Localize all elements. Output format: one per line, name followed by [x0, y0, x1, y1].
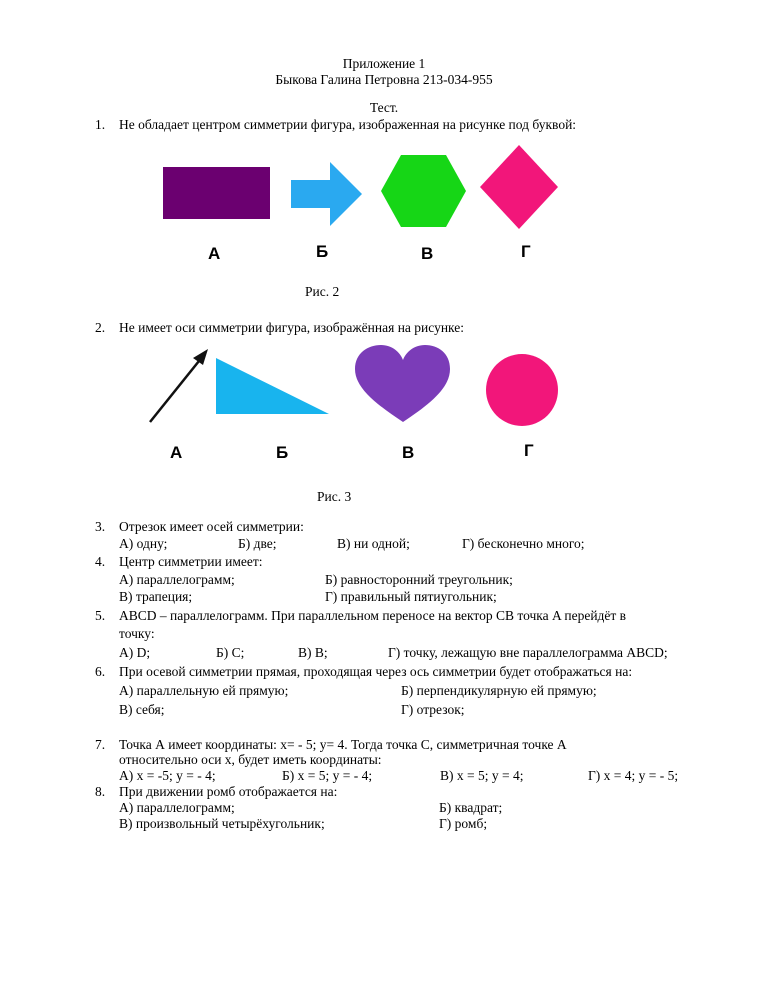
q3-number: 3. — [95, 519, 106, 534]
q2-label-g: Г — [524, 441, 534, 460]
q2-circle — [486, 354, 558, 426]
q3-answer-b: Б) две; — [238, 536, 277, 551]
q8-text: При движении ромб отображается на: — [119, 784, 338, 799]
q4-answer-a: А) параллелограмм; — [119, 572, 235, 587]
q2-heart — [355, 345, 450, 422]
q1-label-a: А — [208, 244, 221, 263]
q1-text: Не обладает центром симметрии фигура, изображенная на рисунке под буквой: — [119, 117, 577, 132]
appendix-label: Приложение 1 — [342, 56, 426, 71]
q8-answer-v: В) произвольный четырёхугольник; — [119, 816, 325, 831]
q1-hexagon — [381, 155, 466, 227]
q5-text-line1: ABCD – параллелограмм. При параллельном переносе на вектор CB точка A перейдёт в — [119, 608, 627, 623]
q3-answer-v: В) ни одной; — [337, 536, 410, 551]
test-title: Тест. — [369, 100, 399, 115]
q2-label-v: В — [402, 443, 415, 462]
q6-answer-v: В) себя; — [119, 702, 165, 717]
q5-answer-g: Г) точку, лежащую вне параллелограмма ABCD; — [388, 645, 668, 660]
q1-label-v: В — [421, 244, 434, 263]
q8-answer-a: А) параллелограмм; — [119, 800, 235, 815]
q7-answer-a: А) х = -5; у = - 4; — [119, 768, 216, 783]
q6-answer-g: Г) отрезок; — [401, 702, 465, 717]
q7-text-line1: Точка А имеет координаты: х= - 5; у= 4. Тогда точка С, симметричная точке А — [119, 737, 567, 752]
q4-text: Центр симметрии имеет: — [119, 554, 263, 569]
q5-answer-v: В) В; — [298, 645, 328, 660]
q4-answer-v: В) трапеция; — [119, 589, 193, 604]
q1-number: 1. — [95, 117, 106, 132]
q3-text: Отрезок имеет осей симметрии: — [119, 519, 304, 534]
q1-figures — [150, 140, 570, 240]
q7-text-line2: относительно оси х, будет иметь координаты: — [119, 752, 382, 767]
q2-caption: Рис. 3 — [317, 489, 352, 504]
q6-answer-b: Б) перпендикулярную ей прямую; — [401, 683, 597, 698]
q3-answer-a: А) одну; — [119, 536, 168, 551]
q5-answer-b: Б) С; — [216, 645, 245, 660]
q8-number: 8. — [95, 784, 106, 799]
q5-answer-a: А) D; — [119, 645, 151, 660]
author-line: Быкова Галина Петровна 213-034-955 — [275, 72, 493, 87]
q1-arrow — [291, 162, 362, 226]
q4-answer-b: Б) равносторонний треугольник; — [325, 572, 513, 587]
q2-triangle — [216, 358, 329, 414]
q6-answer-a: А) параллельную ей прямую; — [119, 683, 289, 698]
q2-vector-arrowhead — [193, 349, 208, 365]
q2-number: 2. — [95, 320, 106, 335]
q2-vector-line — [150, 356, 203, 422]
q7-answer-v: В) х = 5; у = 4; — [440, 768, 524, 783]
q8-answer-b: Б) квадрат; — [439, 800, 503, 815]
q1-label-b: Б — [316, 242, 329, 261]
q1-label-g: Г — [521, 242, 531, 261]
q5-number: 5. — [95, 608, 106, 623]
q3-answer-g: Г) бесконечно много; — [462, 536, 585, 551]
q6-number: 6. — [95, 664, 106, 679]
q7-answer-b: Б) х = 5; у = - 4; — [282, 768, 373, 783]
q2-label-a: А — [170, 443, 183, 462]
q1-rectangle — [163, 167, 270, 219]
q2-text: Не имеет оси симметрии фигура, изображённая на рисунке: — [119, 320, 465, 335]
q2-label-b: Б — [276, 443, 289, 462]
q7-number: 7. — [95, 737, 106, 752]
q7-answer-g: Г) х = 4; у = - 5; — [588, 768, 679, 783]
q1-caption: Рис. 2 — [305, 284, 340, 299]
q1-rhombus — [480, 145, 558, 229]
q5-text-line2: точку: — [119, 626, 155, 641]
q8-answer-g: Г) ромб; — [439, 816, 488, 831]
q2-figures — [140, 340, 580, 435]
q4-number: 4. — [95, 554, 106, 569]
q6-text: При осевой симметрии прямая, проходящая через ось симметрии будет отображаться на: — [119, 664, 633, 679]
q4-answer-g: Г) правильный пятиугольник; — [325, 589, 497, 604]
